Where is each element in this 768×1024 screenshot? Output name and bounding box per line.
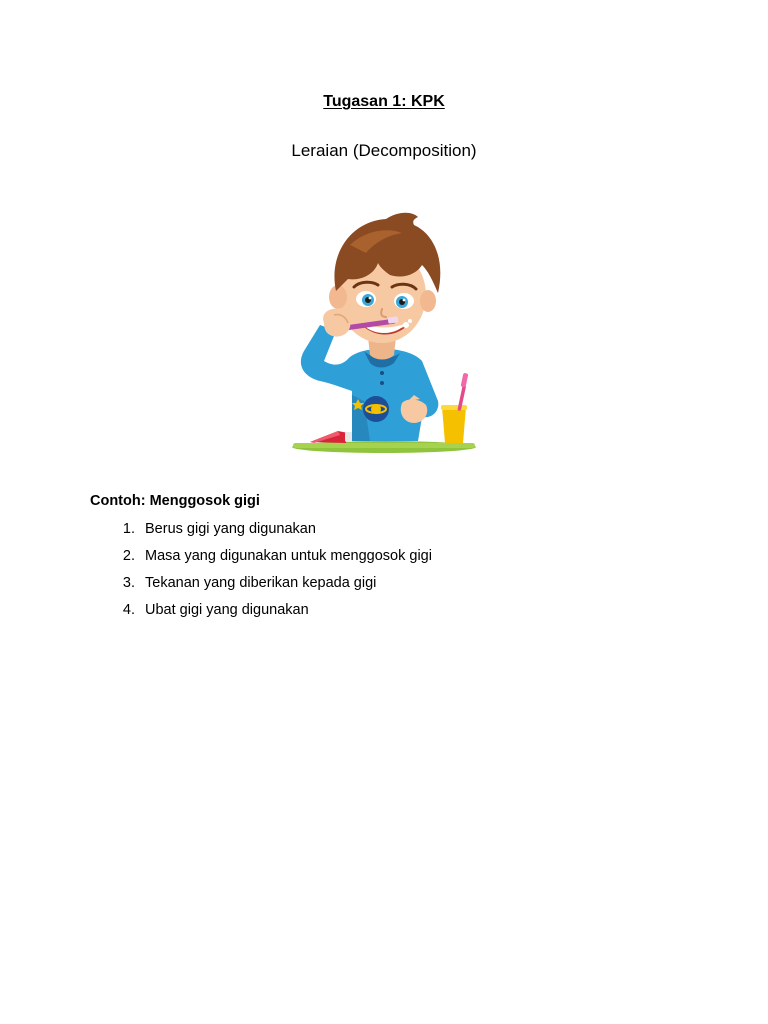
document-title: Tugasan 1: KPK [323, 93, 445, 110]
document-subtitle: Leraian (Decomposition) [291, 141, 477, 160]
example-heading: Contoh: Menggosok gigi [90, 493, 260, 509]
list-item-number: 2. [122, 548, 135, 564]
toothpaste-icon [310, 431, 353, 443]
list-item [90, 574, 432, 601]
list-item-text: Masa yang digunakan untuk menggosok gigi [145, 548, 432, 564]
steps-list [90, 520, 432, 628]
boy-brushing-teeth-illustration [290, 205, 480, 457]
list-item [90, 520, 432, 547]
list-item-number: 1. [122, 521, 135, 537]
list-item [90, 547, 432, 574]
list-item-text: Ubat gigi yang digunakan [145, 602, 309, 618]
list-item-text: Tekanan yang diberikan kepada gigi [145, 575, 377, 591]
list-item [90, 601, 432, 628]
cup-icon [441, 373, 468, 443]
list-item-number: 3. [122, 575, 135, 591]
list-item-text: Berus gigi yang digunakan [145, 521, 316, 537]
list-item-number: 4. [122, 602, 135, 618]
